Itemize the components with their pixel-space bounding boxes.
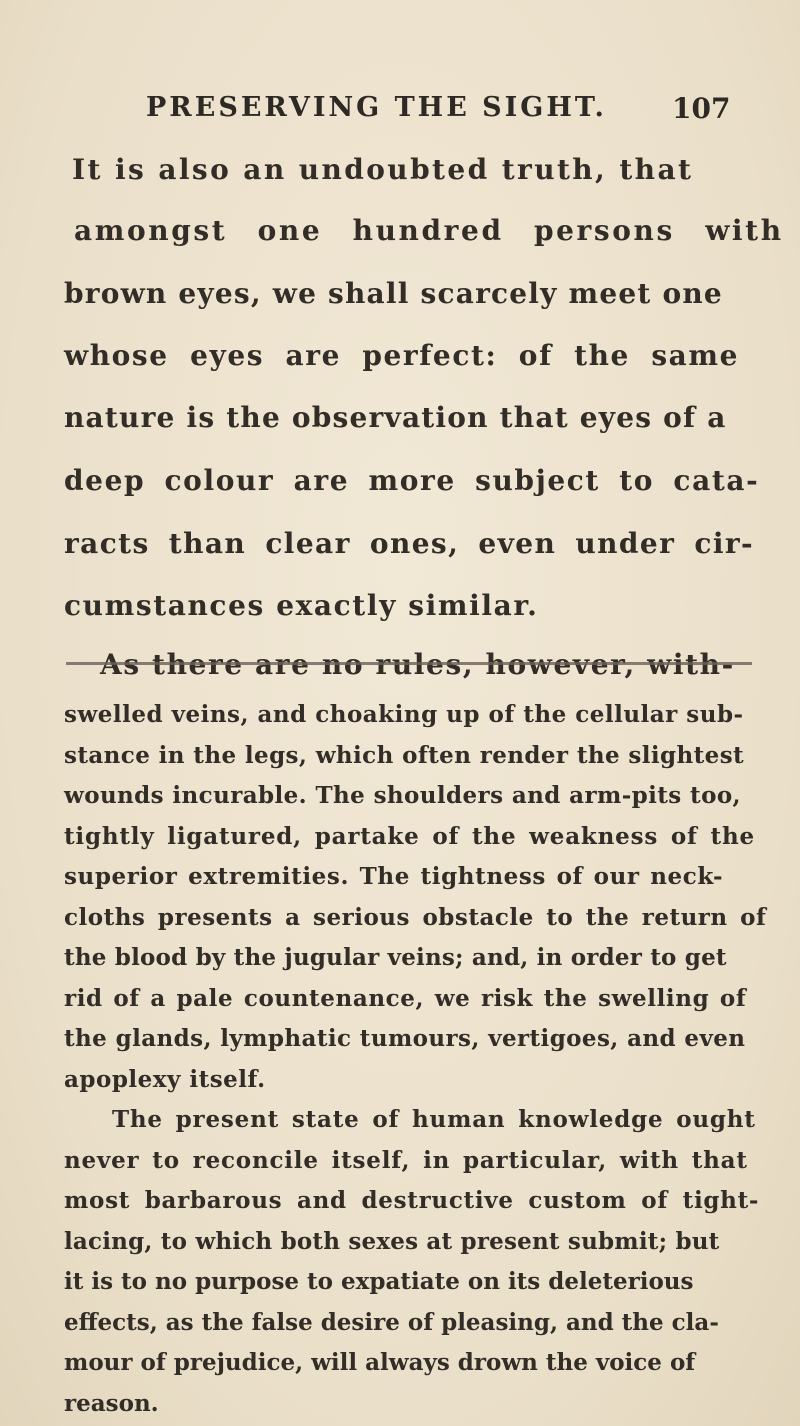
- text-line: As there are no rules, however, with-: [100, 648, 735, 681]
- running-title: PRESERVING THE SIGHT.: [146, 92, 607, 123]
- text-line: reason.: [64, 1389, 159, 1417]
- text-line: mour of prejudice, will always drown the voice of: [64, 1349, 696, 1376]
- text-line: whose eyes are perfect: of the same: [64, 339, 740, 372]
- text-line: cumstances exactly similar.: [64, 589, 539, 622]
- text-line: superior extremities. The tightness of our neck-: [64, 863, 724, 890]
- text-line: nature is the observation that eyes of a: [64, 401, 727, 434]
- text-line: never to reconcile itself, in particular, with that: [64, 1146, 748, 1174]
- text-line: the blood by the jugular veins; and, in order to get: [64, 944, 727, 971]
- running-head: [0, 92, 800, 132]
- text-line: it is to no purpose to expatiate on its deleterious: [64, 1268, 694, 1295]
- text-line: amongst one hundred persons with: [74, 214, 784, 247]
- text-line: stance in the legs, which often render the slightest: [64, 741, 745, 769]
- text-line: lacing, to which both sexes at present submit; but: [64, 1227, 720, 1255]
- text-line: cloths presents a serious obstacle to the return of: [64, 903, 767, 931]
- text-line: apoplexy itself.: [64, 1065, 266, 1093]
- text-line: wounds incurable. The shoulders and arm-pits too,: [64, 782, 741, 809]
- text-line: The present state of human knowledge ought: [112, 1106, 756, 1133]
- section-rule: [66, 662, 752, 665]
- text-line: deep colour are more subject to cata-: [64, 464, 760, 497]
- text-line: tightly ligatured, partake of the weakness of the: [64, 822, 755, 850]
- text-line: most barbarous and destructive custom of tight-: [64, 1187, 760, 1214]
- text-line: the glands, lymphatic tumours, vertigoes, and even: [64, 1025, 746, 1052]
- page-number: 107: [672, 92, 731, 125]
- text-line: rid of a pale countenance, we risk the swelling of: [64, 984, 747, 1012]
- text-line: brown eyes, we shall scarcely meet one: [64, 277, 723, 310]
- text-line: It is also an undoubted truth, that: [72, 153, 694, 186]
- text-line: swelled veins, and choaking up of the cellular sub-: [64, 701, 744, 728]
- text-line: effects, as the false desire of pleasing, and the cla-: [64, 1308, 719, 1336]
- text-line: racts than clear ones, even under cir-: [64, 527, 755, 560]
